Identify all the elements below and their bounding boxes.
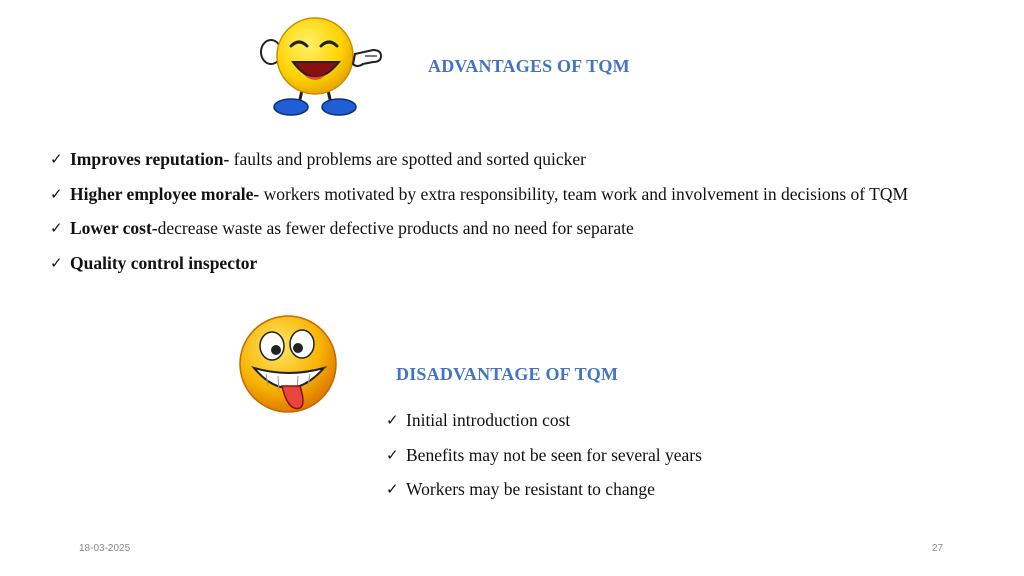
disadvantage-text: Initial introduction cost (406, 410, 571, 430)
checkmark-icon: ✓ (50, 150, 63, 168)
disadvantage-item (386, 403, 702, 438)
advantage-item (50, 142, 908, 177)
laughing-pointing-emoji-icon (255, 12, 390, 120)
disadvantages-heading: DISADVANTAGE OF TQM (396, 364, 619, 384)
advantage-lead: Higher employee morale- (70, 183, 260, 204)
advantage-item (50, 211, 908, 246)
disadvantage-text: Benefits may not be seen for several years (406, 444, 702, 465)
checkmark-icon: ✓ (50, 254, 63, 273)
footer-date: 18-03-2025 (79, 543, 131, 554)
footer-page-number: 27 (932, 543, 944, 554)
advantage-item (50, 177, 908, 212)
advantage-lead: Lower cost- (70, 218, 158, 239)
checkmark-icon: ✓ (50, 219, 63, 238)
advantage-text: workers motivated by extra responsibility, team work and involvement in decisions of TQM (259, 183, 909, 204)
advantage-text: faults and problems are spotted and sorted quicker (229, 149, 586, 169)
tongue-out-emoji-icon (236, 312, 340, 416)
checkmark-icon: ✓ (386, 411, 399, 429)
advantages-heading: ADVANTAGES OF TQM (428, 56, 630, 76)
advantage-lead: Improves reputation- (70, 149, 230, 169)
checkmark-icon: ✓ (386, 480, 399, 499)
advantages-list (50, 142, 908, 281)
advantage-item (50, 246, 908, 281)
disadvantages-list (386, 403, 702, 507)
disadvantage-item (386, 438, 702, 473)
checkmark-icon: ✓ (50, 184, 63, 203)
checkmark-icon: ✓ (386, 445, 399, 464)
disadvantage-text: Workers may be resistant to change (406, 479, 655, 500)
advantage-text: decrease waste as fewer defective products and no need for separate (157, 218, 634, 239)
disadvantage-item (386, 472, 702, 507)
advantage-lead: Quality control inspector (70, 253, 258, 274)
